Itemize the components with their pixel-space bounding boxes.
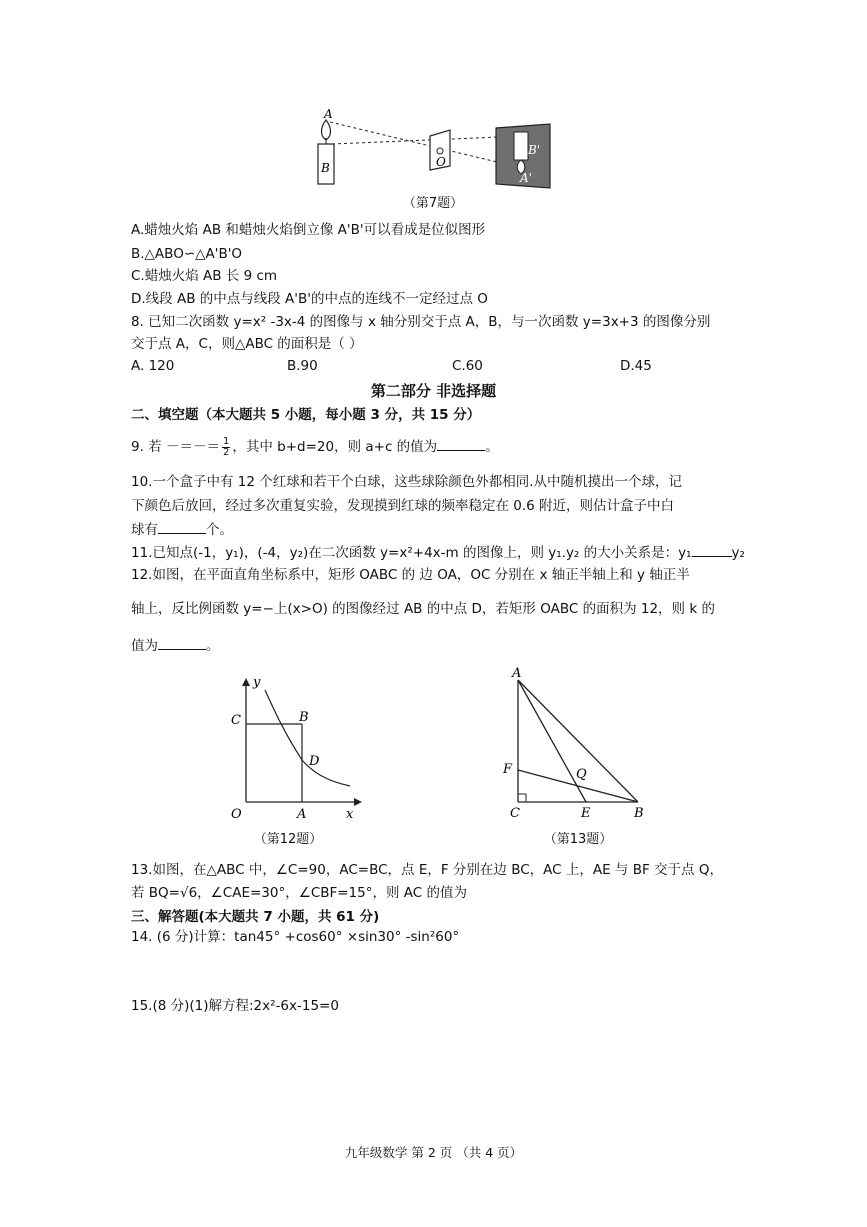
figure-7-caption: （第7题）: [402, 196, 464, 211]
hyperbola-curve: [265, 690, 350, 786]
q12-line-3-suffix: 。: [206, 638, 220, 654]
label-q: Q: [576, 767, 587, 782]
q10-answer-blank[interactable]: [158, 519, 206, 534]
q8-option-d: D.45: [620, 358, 652, 374]
figure-13-caption: （第13题）: [543, 832, 613, 847]
label-b: B: [634, 806, 644, 821]
inverted-candle-image: [514, 132, 528, 160]
q12-line-3-prefix: 值为: [131, 638, 158, 654]
label-a: A: [512, 666, 522, 681]
q8-line-2: 交于点 A，C，则△ABC 的面积是（ ）: [131, 336, 363, 352]
label-c: C: [231, 713, 241, 728]
right-angle-mark-icon: [518, 794, 526, 802]
figure-12-caption: （第12题）: [253, 832, 323, 847]
q12-line-2: 轴上，反比例函数 y=−上(x>O) 的图像经过 AB 的中点 D，若矩形 OABC 的面积为 12，则 k 的: [131, 601, 715, 617]
q14: 14. (6 分)计算：tan45° +cos60° ×sin30° -sin²60°: [131, 929, 460, 945]
q9-frac-denominator: 2: [222, 446, 230, 458]
q8-option-c: C.60: [452, 358, 483, 374]
q10-line-1: 10.一个盒子中有 12 个红球和若干个白球，这些球除颜色外都相同.从中随机摸出一个球，记: [131, 474, 683, 490]
q7-option-d: D.线段 AB 的中点与线段 A'B'的中点的连线不一定经过点 O: [131, 291, 488, 307]
label-f: F: [503, 762, 513, 777]
q13-line-2: 若 BQ=√6，∠CAE=30°，∠CBF=15°，则 AC 的值为: [131, 885, 468, 901]
label-o: O: [436, 155, 446, 169]
label-b-prime: B': [528, 143, 541, 157]
label-x: x: [346, 807, 354, 822]
candle-flame: [322, 120, 331, 140]
label-o: O: [231, 807, 242, 822]
q7-option-a: A.蜡烛火焰 AB 和蜡烛火焰倒立像 A'B'可以看成是位似图形: [131, 222, 486, 238]
q9-middle: ，其中 b+d=20，则 a+c 的值为: [232, 439, 438, 455]
label-d: D: [309, 754, 320, 769]
label-e: E: [581, 806, 591, 821]
q15: 15.(8 分)(1)解方程:2x²-6x-15=0: [131, 998, 339, 1014]
q11-prefix: 11.已知点(-1，y₁)，(-4，y₂)在二次函数 y=x²+4x-m 的图像上，则 y₁.y₂ 的大小关系是：y₁: [131, 545, 692, 561]
q9: [131, 436, 499, 458]
ray-a: [330, 122, 522, 168]
label-b: B: [321, 161, 330, 175]
section-2-title: 二、填空题（本大题共 5 小题，每小题 3 分，共 15 分）: [131, 407, 481, 423]
q12-line-1: 12.如图，在平面直角坐标系中，矩形 OABC 的 边 OA，OC 分别在 x 轴正半轴上和 y 轴正半: [131, 567, 690, 583]
figure-12-coordinate-diagram: [220, 672, 370, 824]
segment-ab: [518, 680, 638, 802]
y-axis-arrow-icon: [242, 678, 250, 686]
q9-fraction: [222, 437, 230, 458]
q8-line-1: 8. 已知二次函数 y=x² -3x-4 的图像与 x 轴分别交于点 A，B，与一次函数 y=3x+3 的图像分别: [131, 314, 711, 330]
q13-line-1: 13.如图，在△ABC 中，∠C=90，AC=BC，点 E，F 分别在边 BC，AC 上，AE 与 BF 交于点 Q，: [131, 862, 723, 878]
ray-b: [332, 136, 522, 144]
q11: [131, 542, 745, 563]
label-b: B: [299, 710, 309, 725]
q9-frac-numerator: 1: [222, 435, 230, 447]
q9-suffix: 。: [485, 439, 499, 455]
pinhole: [437, 148, 443, 154]
figure-7-pinhole-diagram: [300, 108, 560, 190]
q10-line-3: [131, 519, 233, 540]
q9-prefix: 9. 若 －＝－＝: [131, 439, 220, 455]
q12-line-3: [131, 635, 220, 656]
figure-13-triangle-diagram: [498, 662, 658, 822]
q7-option-b: B.△ABO∽△A'B'O: [131, 246, 243, 262]
label-c: C: [510, 806, 520, 821]
label-a-prime: A': [520, 171, 532, 185]
segment-ae: [518, 680, 586, 802]
q7-option-c: C.蜡烛火焰 AB 长 9 cm: [131, 268, 278, 284]
label-a: A: [324, 108, 333, 121]
q12-answer-blank[interactable]: [158, 635, 206, 650]
part-2-title: 第二部分 非选择题: [370, 382, 497, 400]
page-footer: 九年级数学 第 2 页 （共 4 页）: [344, 1145, 523, 1160]
q8-option-a: A. 120: [131, 358, 175, 374]
q9-answer-blank[interactable]: [437, 436, 485, 451]
q10-line-3-suffix: 个。: [206, 522, 233, 538]
x-axis-arrow-icon: [354, 798, 362, 806]
section-3-title: 三、解答题(本大题共 7 小题，共 61 分): [131, 909, 380, 925]
q11-answer-blank[interactable]: [692, 542, 732, 557]
q8-option-b: B.90: [287, 358, 318, 374]
q11-suffix: y₂: [731, 545, 745, 561]
q10-line-2: 下颜色后放回，经过多次重复实验，发现摸到红球的频率稳定在 0.6 附近，则估计盒子中白: [131, 498, 675, 514]
q10-line-3-prefix: 球有: [131, 522, 158, 538]
label-y: y: [253, 675, 261, 690]
label-a: A: [297, 807, 307, 822]
